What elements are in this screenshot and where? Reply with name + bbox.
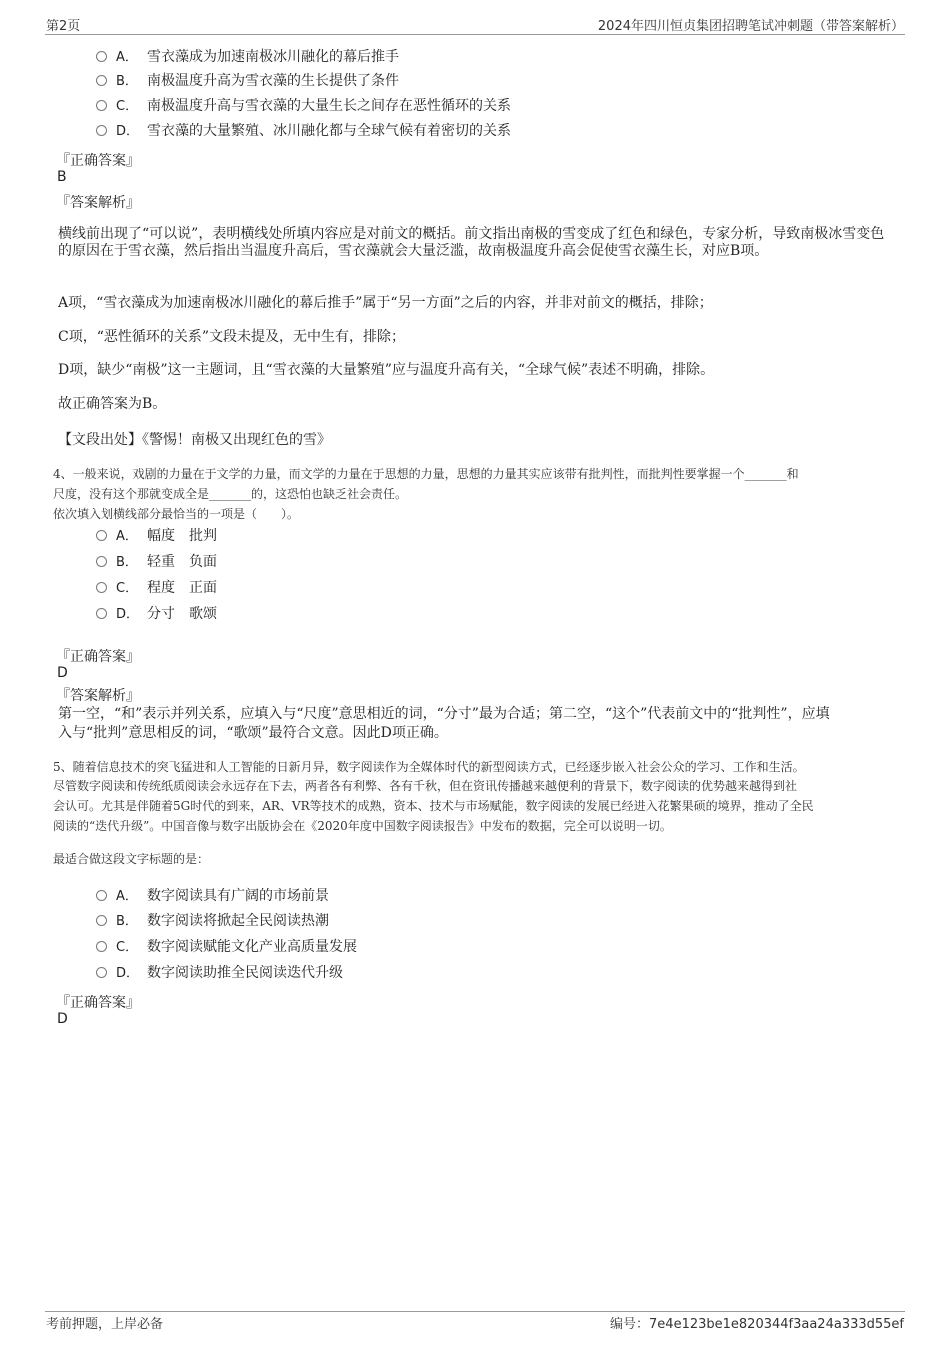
footer-divider <box>45 1311 905 1312</box>
q4-analysis-line-2: 入与“批判”意思相反的词，“歌颂”最符合文意。因此D项正确。 <box>58 725 448 741</box>
q3-option-a[interactable]: A． 雪衣藻成为加速南极冰川融化的幕后推手 <box>96 47 399 67</box>
radio-icon[interactable] <box>96 125 107 136</box>
q3-answer: B <box>57 169 67 185</box>
q3-option-b[interactable]: B． 南极温度升高为雪衣藻的生长提供了条件 <box>96 71 399 91</box>
radio-icon[interactable] <box>96 582 107 593</box>
q4-analysis-label: 『答案解析』 <box>56 688 140 704</box>
q5-answer: D <box>57 1011 68 1027</box>
q3-analysis-para-2: A项，“雪衣藻成为加速南极冰川融化的幕后推手”属于“另一方面”之后的内容，并非对前文的概括，排除； <box>58 295 713 311</box>
q5-option-a[interactable]: A． 数字阅读具有广阔的市场前景 <box>96 886 329 906</box>
q5-stem-line-2: 尽管数字阅读和传统纸质阅读会永远存在下去，两者各有利弊、各有千秋，但在资讯传播越来越便利的背景下，数字阅读的优势越来越得到社 <box>53 779 798 793</box>
radio-icon[interactable] <box>96 608 107 619</box>
q4-stem-line-2: 尺度，没有这个那就变成全是_______的，这恐怕也缺乏社会责任。 <box>53 487 408 501</box>
q3-option-d[interactable]: D． 雪衣藻的大量繁殖、冰川融化都与全球气候有着密切的关系 <box>96 121 511 141</box>
radio-icon[interactable] <box>96 75 107 86</box>
q5-option-c[interactable]: C． 数字阅读赋能文化产业高质量发展 <box>96 937 357 957</box>
q5-prompt: 最适合做这段文字标题的是： <box>53 852 210 866</box>
q3-analysis-para-3: C项，“恶性循环的关系”文段未提及，无中生有，排除； <box>58 329 406 345</box>
q3-source: 【文段出处】《警惕！南极又出现红色的雪》 <box>58 432 331 448</box>
q3-analysis-para-5: 故正确答案为B。 <box>58 396 167 412</box>
q5-stem-line-1: 5、随着信息技术的突飞猛进和人工智能的日新月异，数字阅读作为全媒体时代的新型阅读方式，已经逐步嵌入社会公众的学习、工作和生活。 <box>53 760 805 774</box>
footer-document-id: 编号：7e4e123be1e820344f3aa24a333d55ef <box>610 1317 904 1332</box>
q4-option-b[interactable]: B． 轻重 负面 <box>96 552 217 572</box>
radio-icon[interactable] <box>96 51 107 62</box>
radio-icon[interactable] <box>96 556 107 567</box>
q3-analysis-label: 『答案解析』 <box>56 195 140 211</box>
q5-answer-label: 『正确答案』 <box>56 995 140 1011</box>
q4-stem-line-1: 4、一般来说，戏剧的力量在于文学的力量，而文学的力量在于思想的力量，思想的力量其实应该带有批判性，而批判性要掌握一个_______和 <box>53 467 799 481</box>
q5-stem-line-4: 阅读的“迭代升级”。中国音像与数字出版协会在《2020年度中国数字阅读报告》中发布的数据，完全可以说明一切。 <box>53 819 672 833</box>
q4-option-d[interactable]: D． 分寸 歌颂 <box>96 604 217 624</box>
q5-stem-line-3: 会认可。尤其是伴随着5G时代的到来，AR、VR等技术的成熟，资本、技术与市场赋能，数字阅读的发展已经进入花繁果硕的境界，推动了全民 <box>53 799 814 813</box>
q4-analysis-line-1: 第一空，“和”表示并列关系，应填入与“尺度”意思相近的词，“分寸”最为合适；第二空，“这个”代表前文中的“批判性”，应填 <box>58 706 830 722</box>
q4-option-c[interactable]: C． 程度 正面 <box>96 578 217 598</box>
q4-prompt: 依次填入划横线部分最恰当的一项是（ ）。 <box>53 507 300 521</box>
footer-slogan: 考前押题，上岸必备 <box>46 1317 164 1332</box>
q4-answer-label: 『正确答案』 <box>56 649 140 665</box>
radio-icon[interactable] <box>96 941 107 952</box>
document-title: 2024年四川恒贞集团招聘笔试冲刺题（带答案解析） <box>597 19 904 34</box>
radio-icon[interactable] <box>96 967 107 978</box>
q5-option-b[interactable]: B． 数字阅读将掀起全民阅读热潮 <box>96 911 329 931</box>
q5-option-d[interactable]: D． 数字阅读助推全民阅读迭代升级 <box>96 963 343 983</box>
header-divider <box>45 34 905 35</box>
q3-analysis-para-4: D项，缺少“南极”这一主题词，且“雪衣藻的大量繁殖”应与温度升高有关，“全球气候”表述不明确，排除。 <box>58 362 715 378</box>
q4-option-a[interactable]: A． 幅度 批判 <box>96 526 217 546</box>
q3-answer-label: 『正确答案』 <box>56 153 140 169</box>
q3-analysis-para-1: 横线前出现了“可以说”，表明横线处所填内容应是对前文的概括。前文指出南极的雪变成了红色和绿色，专家分析，导致南极冰雪变色的原因在于雪衣藻，然后指出当温度升高后，雪衣藻就会大量泛滥，故南极温度升高会促使雪衣藻生长，对应B项。 <box>58 226 885 259</box>
q4-answer: D <box>57 665 68 681</box>
page-number: 第2页 <box>46 19 81 34</box>
radio-icon[interactable] <box>96 915 107 926</box>
q3-option-c[interactable]: C． 南极温度升高与雪衣藻的大量生长之间存在恶性循环的关系 <box>96 96 511 116</box>
radio-icon[interactable] <box>96 890 107 901</box>
radio-icon[interactable] <box>96 100 107 111</box>
radio-icon[interactable] <box>96 530 107 541</box>
